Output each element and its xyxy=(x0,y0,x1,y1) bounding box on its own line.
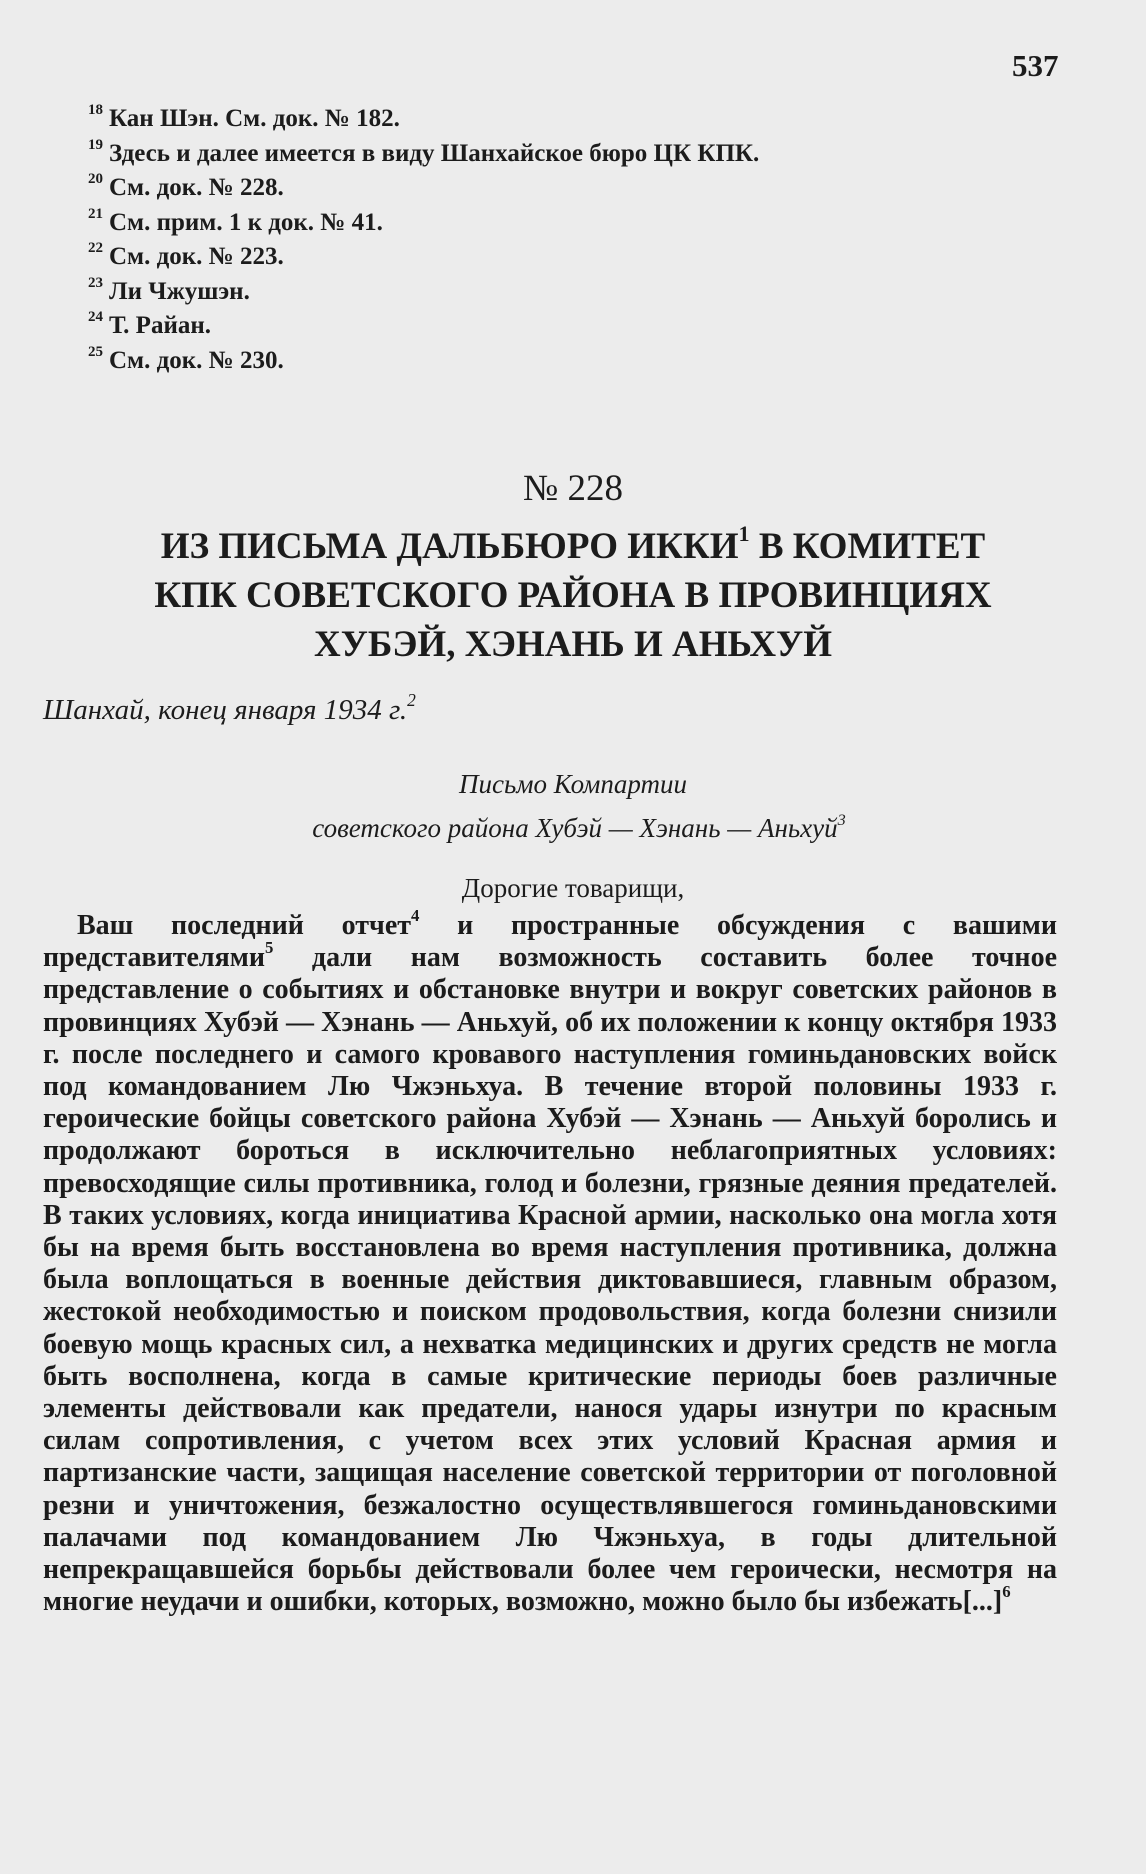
title-line-1 xyxy=(30,522,1116,571)
footnote-number: 19 xyxy=(88,136,103,153)
footnote-item xyxy=(88,171,988,206)
dateline xyxy=(43,689,416,727)
dateline-text: Шанхай, конец января 1934 г. xyxy=(43,694,408,726)
footnote-text: Кан Шэн. См. док. № 182. xyxy=(109,105,400,132)
title-line-3: ХУБЭЙ, ХЭНАНЬ И АНЬХУЙ xyxy=(313,624,833,665)
footnote-item xyxy=(88,206,988,241)
footnote-item xyxy=(88,344,988,379)
body-text-part: Ваш последний отчет xyxy=(77,910,411,941)
note-ref: 2 xyxy=(407,689,416,710)
footnote-item xyxy=(88,309,988,344)
footnote-item xyxy=(88,137,988,172)
subtitle-line-1: Письмо Компартии xyxy=(459,769,687,799)
note-ref: 5 xyxy=(264,938,274,958)
title-line-1-text: ИЗ ПИСЬМА ДАЛЬБЮРО ИККИ xyxy=(160,526,739,567)
note-ref: 4 xyxy=(411,906,420,926)
title-line-1-rest: В КОМИТЕТ xyxy=(749,526,986,567)
body-text-part: дали нам возможность составить более точное представление о событиях и обстановке внутри и вокруг советских районов в провинциях Хубэй — Хэнань — Аньхуй, об их положении к концу октября 1933 г. после последнего и самого кровавого наступления гоминьдановских войск под командованием Лю Чжэньхуа. В течение второй половины 1933 г. героические бойцы советского района Хубэй — Хэнань — Аньхуй боролись и продолжают бороться в исключительно неблагоприятных условиях: превосходящие силы противника, голод и болезни, грязные деяния предателей. В таких условиях, когда инициатива Красной армии, насколько она могла хотя бы на время быть восстановлена во время наступления противника, должна была воплощаться в военные действия диктовавшиеся, главным образом, жестокой необходимостью и поиском продовольствия, когда болезни снизили боевую мощь красных сил, а нехватка медицинских и других средств не могла быть восполнена, когда в самые критические периоды боев различные элементы действовали как предатели, нанося удары изнутри по красным силам сопротивления, с учетом всех этих условий Красная армия и партизанские части, защищая население советской территории от поголовной резни и уничтожения, безжалостно осуществлявшегося гоминьдановскими палачами под командованием Лю Чжэньхуа, в годы длительной непрекращавшейся борьбы действовали более чем героически, несмотря на многие неудачи и ошибки, которых, возможно, можно было бы избежать[...] xyxy=(43,942,1057,1618)
footnote-item xyxy=(88,240,988,275)
footnote-number: 18 xyxy=(88,102,103,119)
footnote-text: Т. Райан. xyxy=(109,312,212,339)
page-number: 537 xyxy=(1012,48,1059,83)
letter-body xyxy=(43,906,1057,1618)
title-line-2: КПК СОВЕТСКОГО РАЙОНА В ПРОВИНЦИЯХ xyxy=(154,575,992,616)
footnote-item xyxy=(88,102,988,137)
letter-subtitle xyxy=(0,762,1146,850)
footnotes-list xyxy=(88,102,988,378)
footnote-number: 21 xyxy=(88,205,103,222)
footnote-text: Ли Чжушэн. xyxy=(109,277,250,305)
footnote-number: 22 xyxy=(88,240,103,257)
footnote-text: См. док. № 223. xyxy=(109,243,284,270)
footnote-number: 20 xyxy=(88,171,103,188)
subtitle-line-2-text: советского района Хубэй — Хэнань — Аньхуй xyxy=(312,813,838,843)
subtitle-line-2 xyxy=(6,806,1146,850)
note-ref: 1 xyxy=(738,521,750,547)
footnote-number: 23 xyxy=(88,274,103,291)
note-ref: 3 xyxy=(837,810,846,829)
footnote-number: 24 xyxy=(88,309,103,326)
footnote-number: 25 xyxy=(88,343,103,360)
footnote-text: См. док. № 228. xyxy=(109,174,284,201)
document-number: № 228 xyxy=(522,468,624,509)
body-text-part: и пространные обсуждения с вашими представителями xyxy=(43,910,1057,974)
salutation: Дорогие товарищи, xyxy=(461,873,685,903)
footnote-item xyxy=(88,275,988,310)
footnote-text: См. прим. 1 к док. № 41. xyxy=(109,208,383,236)
footnote-text: См. док. № 230. xyxy=(109,346,284,374)
document-title xyxy=(30,522,1116,669)
footnote-text: Здесь и далее имеется в виду Шанхайское бюро ЦК КПК. xyxy=(109,139,760,167)
note-ref: 6 xyxy=(1002,1582,1011,1602)
